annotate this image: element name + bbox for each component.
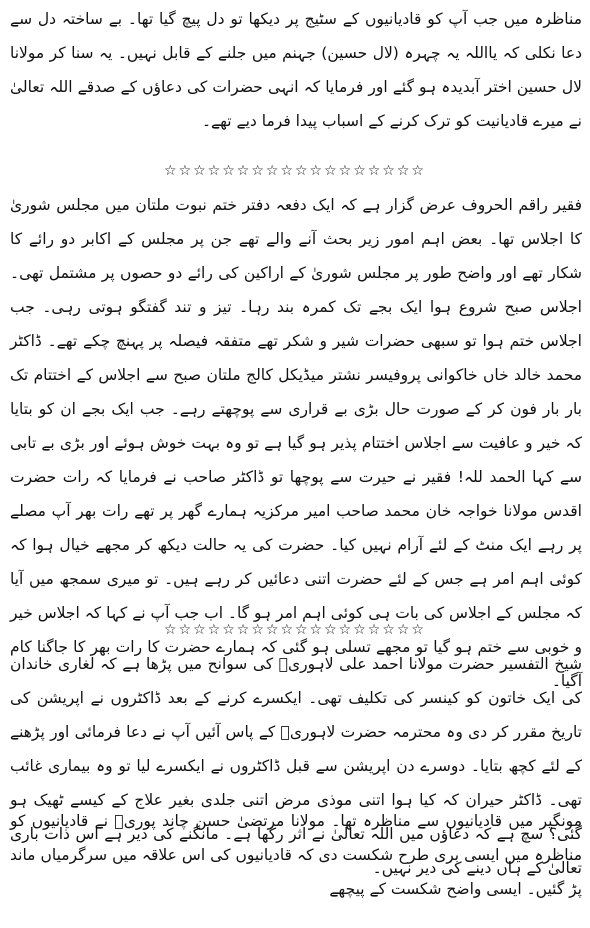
paragraph-4: مونگیر میں قادیانیوں سے مناظرہ تھا۔ مولانا مرتضیٰ حسن چاند پوریؒ نے قادیانیوں کو مناظرہ میں ایسی بری طرح شکست دی کہ قادیانیوں کی اس علاقہ میں سرگرمیاں ماند پڑ گئیں۔ ایسی واضح شکست کے پیچھے	[10, 812, 582, 898]
paragraph-1: مناظرہ میں جب آپ کو قادیانیوں کے سٹیج پر دیکھا تو دل پیچ گیا تھا۔ بے ساختہ دل سے دعا نکلی کہ یااللہ یہ چہرہ (لال حسین) جہنم میں جلنے کے قابل نہیں۔ یہ سنا کر مولانا لال حسین اختر آبدیدہ ہو گئے اور فرمایا کہ انہی حضرات کی دعاؤں کے صدقے اللہ تعالیٰ نے میرے قادیانیت کو ترک کرنے کے اسباب پیدا فرما دیے تھے۔	[10, 10, 582, 130]
paragraph-3: شیخ التفسیر حضرت مولانا احمد علی لاہوریؒ کی سوانح میں پڑھا ہے کہ لغاری خاندان کی ایک خاتون کو کینسر کی تکلیف تھی۔ ایکسرے کرنے کے بعد ڈاکٹروں نے اپریشن کی تاریخ مقرر کر دی وہ محترمہ حضرت لاہوریؒ کے پاس آئیں آپ نے دعا فرمائی اور پڑھنے کے لئے کچھ بتایا۔ دوسرے دن اپریشن سے قبل ڈاکٹروں نے ایکسرے لیا تو وہ بیماری غائب تھی۔ ڈاکٹر حیران کہ کیا ہوا اتنی موذی مرض اتنی جلدی بغیر علاج کے کیسے ٹھیک ہو گئی؟ سچ ہے کہ دعاؤں میں اللہ تعالیٰ نے اثر رکھا ہے۔ مانگنے کی دیر ہے اس ذات باری تعالیٰ کے ہاں دینے کی دیر نہیں۔	[10, 655, 582, 877]
paragraph-2: فقیر راقم الحروف عرض گزار ہے کہ ایک دفعہ دفتر ختم نبوت ملتان میں مجلس شوریٰ کا اجلاس تھا۔ بعض اہم امور زیر بحث آنے والے تھے جن پر مجلس کے اکابر دو رائے کا شکار تھے اور واضح طور پر مجلس شوریٰ کے اراکین کی رائے دو حصوں پر مشتمل تھی۔ اجلاس صبح شروع ہوا ایک بجے تک کمرہ بند رہا۔ تیز و تند گفتگو ہوتی رہی۔ جب اجلاس ختم ہوا تو سبھی حضرات شیر و شکر تھے متفقہ فیصلہ پر پہنچ چکے تھے۔ ڈاکٹر محمد خالد خاں خاکوانی پروفیسر نشتر میڈیکل کالج ملتان صبح سے اجلاس کے اختتام تک بار بار فون کر کے صورت حال بڑی بے قراری سے پوچھتے رہے۔ جب ایک بجے ان کو بتایا کہ خیر و عافیت سے اجلاس اختتام پذیر ہو گیا ہے تو وہ بہت خوش ہوئے اور بڑی بے تابی سے کہا الحمد للہ! فقیر نے حیرت سے پوچھا تو ڈاکٹر صاحب نے فرمایا کہ رات حضرت اقدس مولانا خواجہ خان محمد صاحب امیر مرکزیہ ہمارے گھر پر تھے رات بھر آپ مصلے پر رہے ایک منٹ کے لئے آرام نہیں کیا۔ حضرت کی یہ حالت دیکھ کر مجھے خیال ہوا کہ کوئی اہم امر ہے جس کے لئے حضرت اتنی دعائیں کر رہے ہیں۔ تو میری سمجھ میں آیا کہ مجلس کے اجلاس کی بات ہی کوئی اہم امر ہو گا۔ اب جب آپ نے کہا کہ اجلاس خیر و خوبی سے ختم ہو گیا تو مجھے تسلی ہو گئی کہ ہمارے حضرت کا رات بھر کا جاگنا کام آگیا۔	[10, 196, 582, 690]
star-separator-1: ☆☆☆☆☆☆☆☆☆☆☆☆☆☆☆☆☆☆	[164, 163, 426, 179]
star-separator-2: ☆☆☆☆☆☆☆☆☆☆☆☆☆☆☆☆☆☆	[164, 622, 426, 638]
